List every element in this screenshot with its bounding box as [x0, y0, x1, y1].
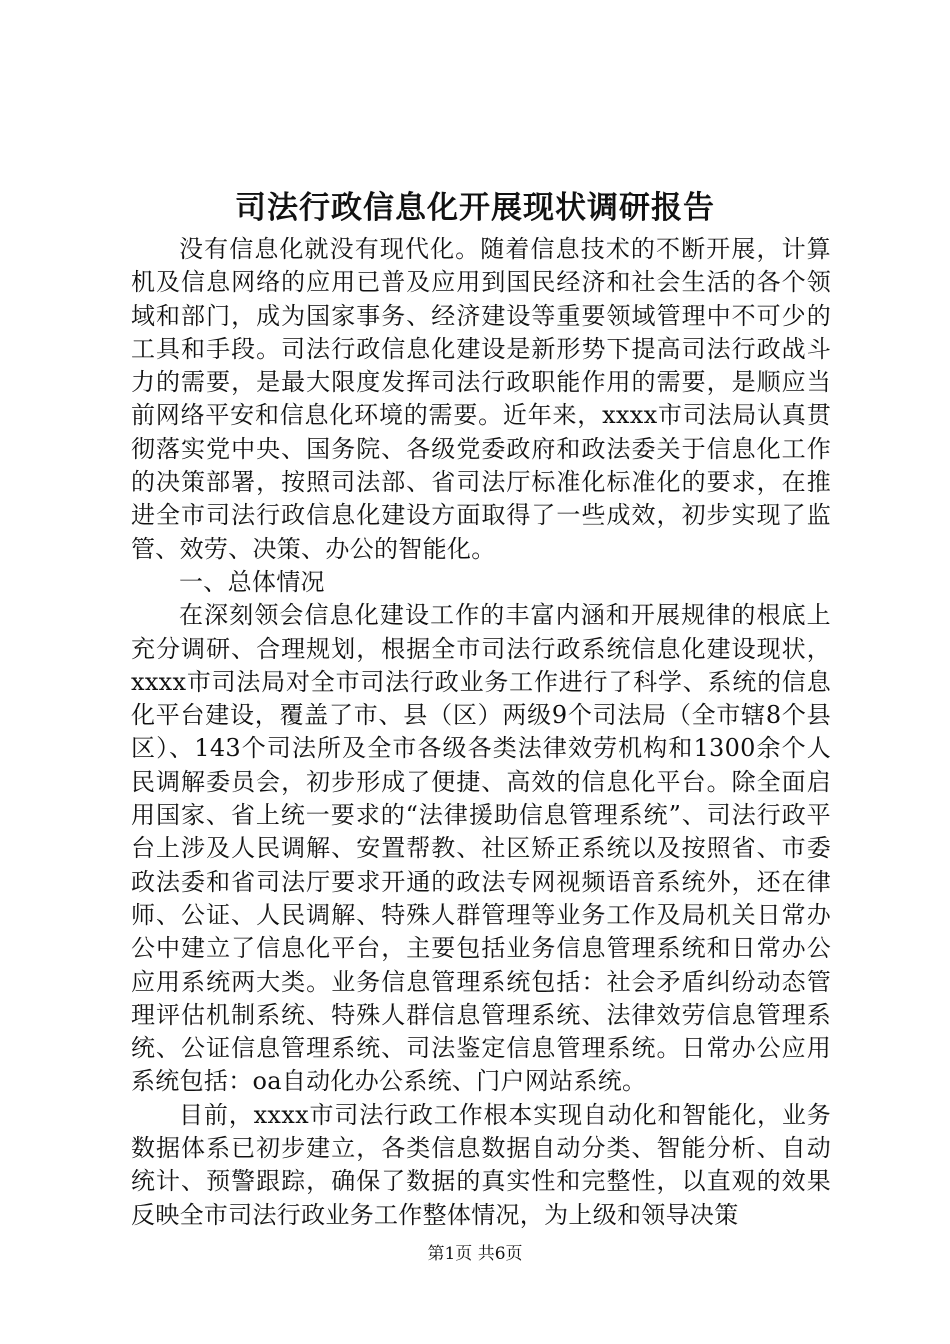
section-heading-overview: 一、总体情况 — [179, 567, 325, 596]
page-footer: 第1页 共6页 — [427, 1244, 523, 1264]
paragraph-current-status: 目前，xxxx市司法行政工作根本实现自动化和智能化，业务数据体系已初步建立，各类信息数据自动分类、智能分析、自动统计、预警跟踪，确保了数据的真实性和完整性，以直观的效果反映全市司法行政业务工作整体情况，为上级和领导决策 — [131, 1100, 831, 1229]
paragraph-overview: 在深刻领会信息化建设工作的丰富内涵和开展规律的根底上充分调研、合理规划，根据全市司法行政系统信息化建设现状，xxxx市司法局对全市司法行政业务工作进行了科学、系统的信息化平台建设，覆盖了市、县（区）两级9个司法局（全市辖8个县区）、143个司法所及全市各级各类法律效劳机构和1300余个人民调解委员会，初步形成了便捷、高效的信息化平台。除全面启用国家、省上统一要求的“法律援助信息管理系统”、司法行政平台上涉及人民调解、安置帮教、社区矫正系统以及按照省、市委政法委和省司法厅要求开通的政法专网视频语音系统外，还在律师、公证、人民调解、特殊人群管理等业务工作及局机关日常办公中建立了信息化平台，主要包括业务信息管理系统和日常办公应用系统两大类。业务信息管理系统包括：社会矛盾纠纷动态管理评估机制系统、特殊人群信息管理系统、法律效劳信息管理系统、公证信息管理系统、司法鉴定信息管理系统。日常办公应用系统包括：oa自动化办公系统、门户网站系统。 — [131, 601, 831, 1096]
paragraph-intro: 没有信息化就没有现代化。随着信息技术的不断开展，计算机及信息网络的应用已普及应用到国民经济和社会生活的各个领域和部门，成为国家事务、经济建设等重要领域管理中不可少的工具和手段。司法行政信息化建设是新形势下提高司法行政战斗力的需要，是最大限度发挥司法行政职能作用的需要，是顺应当前网络平安和信息化环境的需要。近年来，xxxx市司法局认真贯彻落实党中央、国务院、各级党委政府和政法委关于信息化工作的决策部署，按照司法部、省司法厅标准化标准化的要求，在推进全市司法行政信息化建设方面取得了一些成效，初步实现了监管、效劳、决策、办公的智能化。 — [131, 235, 831, 563]
document-title: 司法行政信息化开展现状调研报告 — [235, 190, 715, 226]
document-body — [131, 233, 831, 1232]
